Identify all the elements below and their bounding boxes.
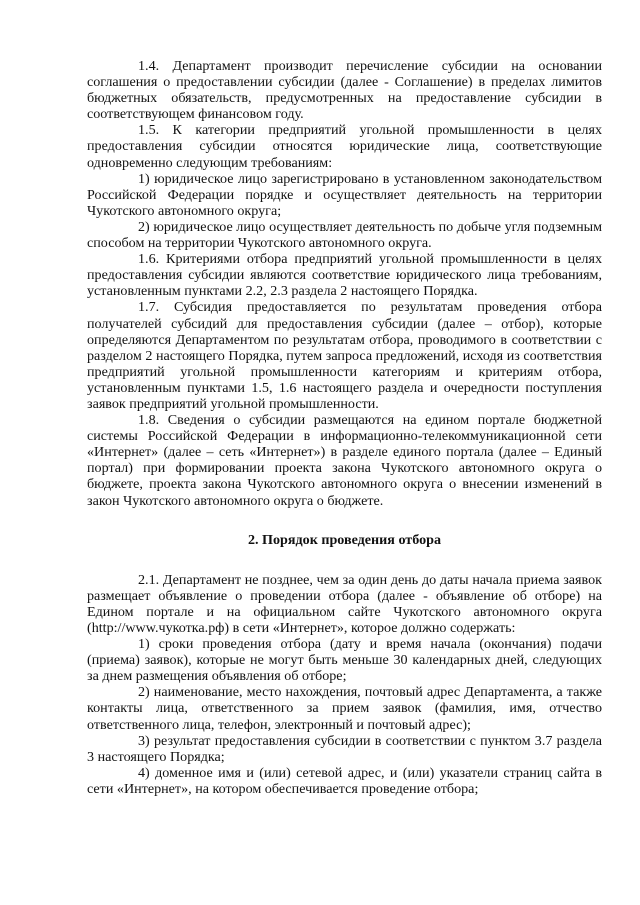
list-item-2-1-3: 3) результат предоставления субсидии в соответствии с пунктом 3.7 раздела 3 настоящего Порядка;	[87, 732, 602, 765]
section-2-heading: 2. Порядок проведения отбора	[247, 531, 442, 548]
paragraph-1-7: 1.7. Субсидия предоставляется по результатам проведения отбора получателей субсидий для предоставления субсидии (далее – отбор), которые определяются Департаментом по результатам отбора, проводимого в соответствии с разделом 2 настоящего Порядка, путем запроса предложений, исходя из соответствия предприятий угольной промышленности категориям и критериям отбора, установленным пунктами 1.5, 1.6 настоящего раздела и очередности поступления заявок предприятий угольной промышленности.	[87, 299, 602, 412]
list-item-2-1-1: 1) сроки проведения отбора (дату и время начала (окончания) подачи (приема) заявок), которые не могут быть меньше 30 календарных дней, следующих за днем размещения объявления об отборе;	[87, 636, 602, 685]
paragraph-1-4: 1.4. Департамент производит перечисление субсидии на основании соглашения о предоставлении субсидии (далее - Соглашение) в пределах лимитов бюджетных обязательств, предусмотренных на предоставление субсидии в соответствующем финансовом году.	[87, 58, 602, 123]
list-item-1-5-2: 2) юридическое лицо осуществляет деятельность по добыче угля подземным способом на территории Чукотского автономного округа.	[87, 218, 602, 252]
document-page	[87, 58, 602, 797]
list-item-2-1-4: 4) доменное имя и (или) сетевой адрес, и (или) указатели страниц сайта в сети «Интернет», на котором обеспечивается проведение отбора;	[87, 764, 602, 797]
paragraph-1-6: 1.6. Критериями отбора предприятий угольной промышленности в целях предоставления субсидии являются соответствие юридического лица требованиям, установленным пунктами 2.2, 2.3 раздела 2 настоящего Порядка.	[87, 251, 602, 300]
list-item-2-1-2: 2) наименование, место нахождения, почтовый адрес Департамента, а также контакты лица, ответственного за прием заявок (фамилия, имя, отчество ответственного лица, телефон, электронный и почтовый адрес);	[87, 684, 602, 733]
list-item-1-5-1: 1) юридическое лицо зарегистрировано в установленном законодательством Российской Федерации порядке и осуществляет деятельность на территории Чукотского автономного округа;	[87, 170, 602, 219]
paragraph-1-8: 1.8. Сведения о субсидии размещаются на едином портале бюджетной системы Российской Федерации в информационно-телекоммуникационной сети «Интернет» (далее – сеть «Интернет») в разделе единого портала (далее – Единый портал) при формировании проекта закона Чукотского автономного округа о бюджете, проекта закона Чукотского автономного округа о внесении изменений в закон Чукотского автономного округа о бюджете.	[87, 412, 602, 509]
paragraph-1-5: 1.5. К категории предприятий угольной промышленности в целях предоставления субсидии относятся юридические лица, соответствующие одновременно следующим требованиям:	[87, 122, 602, 171]
paragraph-2-1: 2.1. Департамент не позднее, чем за один день до даты начала приема заявок размещает объявление о проведении отбора (далее - объявление об отборе) на Едином портале и на официальном сайте Чукотского автономного округа (http://www.чукотка.рф) в сети «Интернет», которое должно содержать:	[87, 571, 602, 636]
